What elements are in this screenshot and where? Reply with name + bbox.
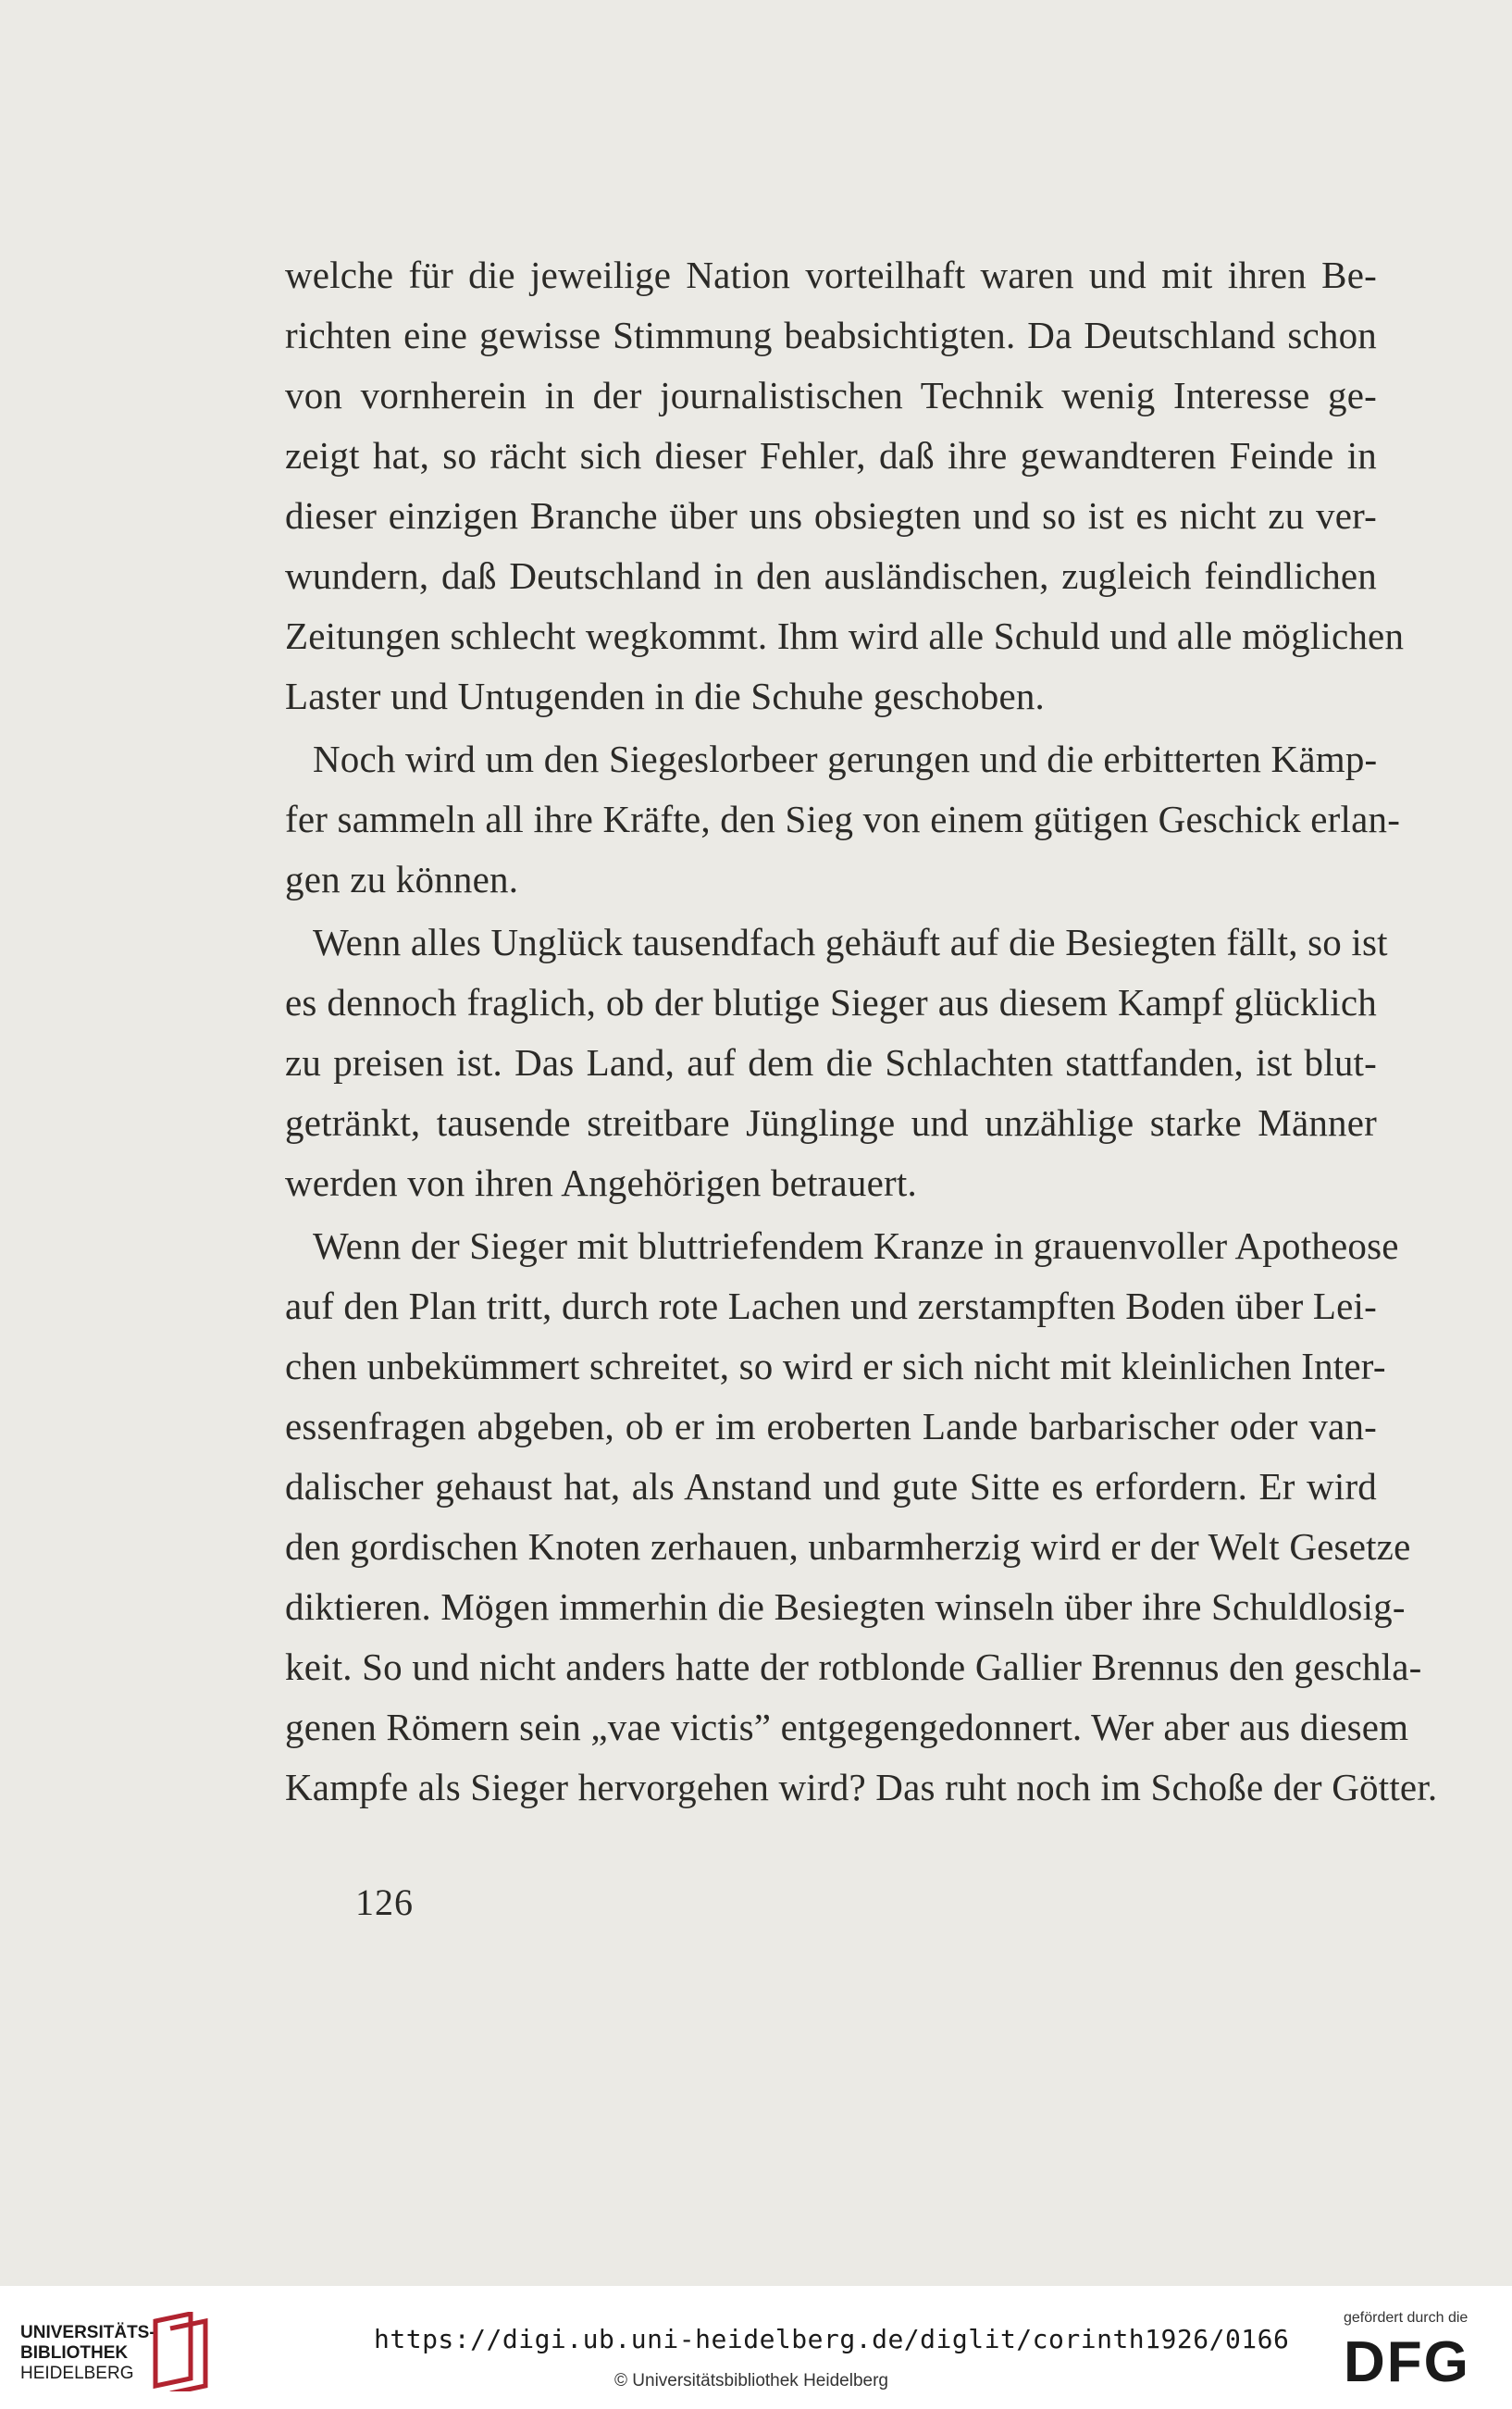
text-line: Zeitungen schlecht wegkommt. Ihm wird alle Schuld und alle möglichen: [285, 615, 1405, 657]
paragraph: [285, 1216, 1438, 1818]
library-logo-icon: [150, 2312, 215, 2391]
text-line: fer sammeln all ihre Kräfte, den Sieg von einem gütigen Geschick erlan-: [285, 798, 1401, 840]
text-line: auf den Plan tritt, durch rote Lachen und zerstampften Boden über Lei-: [285, 1285, 1377, 1327]
dfg-logo[interactable]: DFG: [1344, 2330, 1470, 2394]
text-line: von vornherein in der journalistischen Technik wenig Interesse ge-: [285, 374, 1377, 416]
text-line: dalischer gehaust hat, als Anstand und gute Sitte es erfordern. Er wird: [285, 1465, 1377, 1508]
text-line: Noch wird um den Siegeslorbeer gerungen und die erbitterten Kämp-: [313, 738, 1378, 780]
text-line: diktieren. Mögen immerhin die Besiegten winseln über ihre Schuldlosig-: [285, 1585, 1406, 1628]
library-name-line2: BIBLIOTHEK: [20, 2343, 129, 2363]
text-line: Wenn der Sieger mit bluttriefendem Kranze in grauenvoller Apotheose: [313, 1224, 1399, 1267]
text-line: Laster und Untugenden in die Schuhe geschoben.: [285, 675, 1046, 717]
copyright-notice: © Universitätsbibliothek Heidelberg: [614, 2371, 888, 2390]
text-line: zu preisen ist. Das Land, auf dem die Schlachten stattfanden, ist blut-: [285, 1041, 1377, 1084]
page-number: 126: [355, 1881, 414, 1923]
body-text: [285, 245, 1438, 1818]
text-line: werden von ihren Angehörigen betrauert.: [285, 1161, 917, 1204]
text-line: richten eine gewisse Stimmung beabsichtigten. Da Deutschland schon: [285, 314, 1377, 356]
library-logo-text[interactable]: [20, 2323, 155, 2384]
text-line: wundern, daß Deutschland in den ausländischen, zugleich feindlichen: [285, 554, 1377, 597]
permalink-url[interactable]: https://digi.ub.uni-heidelberg.de/diglit/corinth1926/0166: [374, 2324, 1290, 2354]
paragraph: [285, 729, 1401, 910]
text-line: genen Römern sein „vae victis” entgegengedonnert. Wer aber aus diesem: [285, 1706, 1409, 1748]
text-line: es dennoch fraglich, ob der blutige Sieger aus diesem Kampf glücklich: [285, 981, 1377, 1024]
text-line: den gordischen Knoten zerhauen, unbarmherzig wird er der Welt Gesetze: [285, 1525, 1411, 1568]
text-line: Wenn alles Unglück tausendfach gehäuft auf die Besiegten fällt, so ist: [313, 921, 1388, 963]
paragraph: [285, 245, 1405, 726]
funding-label: gefördert durch die: [1344, 2310, 1469, 2326]
text-line: chen unbekümmert schreitet, so wird er sich nicht mit kleinlichen Inter-: [285, 1345, 1386, 1387]
text-line: essenfragen abgeben, ob er im eroberten Lande barbarischer oder van-: [285, 1405, 1377, 1447]
text-line: zeigt hat, so rächt sich dieser Fehler, daß ihre gewandteren Feinde in: [285, 434, 1377, 477]
text-line: dieser einzigen Branche über uns obsiegten und so ist es nicht zu ver-: [285, 494, 1377, 537]
text-line: Kampfe als Sieger hervorgehen wird? Das ruht noch im Schoße der Götter.: [285, 1766, 1438, 1808]
library-name-line1: UNIVERSITÄTS-: [20, 2323, 155, 2342]
text-line: keit. So und nicht anders hatte der rotblonde Gallier Brennus den geschla-: [285, 1645, 1422, 1688]
text-line: getränkt, tausende streitbare Jünglinge und unzählige starke Männer: [285, 1101, 1377, 1144]
paragraph: [285, 913, 1388, 1213]
text-line: gen zu können.: [285, 858, 519, 900]
library-name-line3: HEIDELBERG: [20, 2364, 134, 2383]
text-line: welche für die jeweilige Nation vorteilhaft waren und mit ihren Be-: [285, 254, 1377, 296]
